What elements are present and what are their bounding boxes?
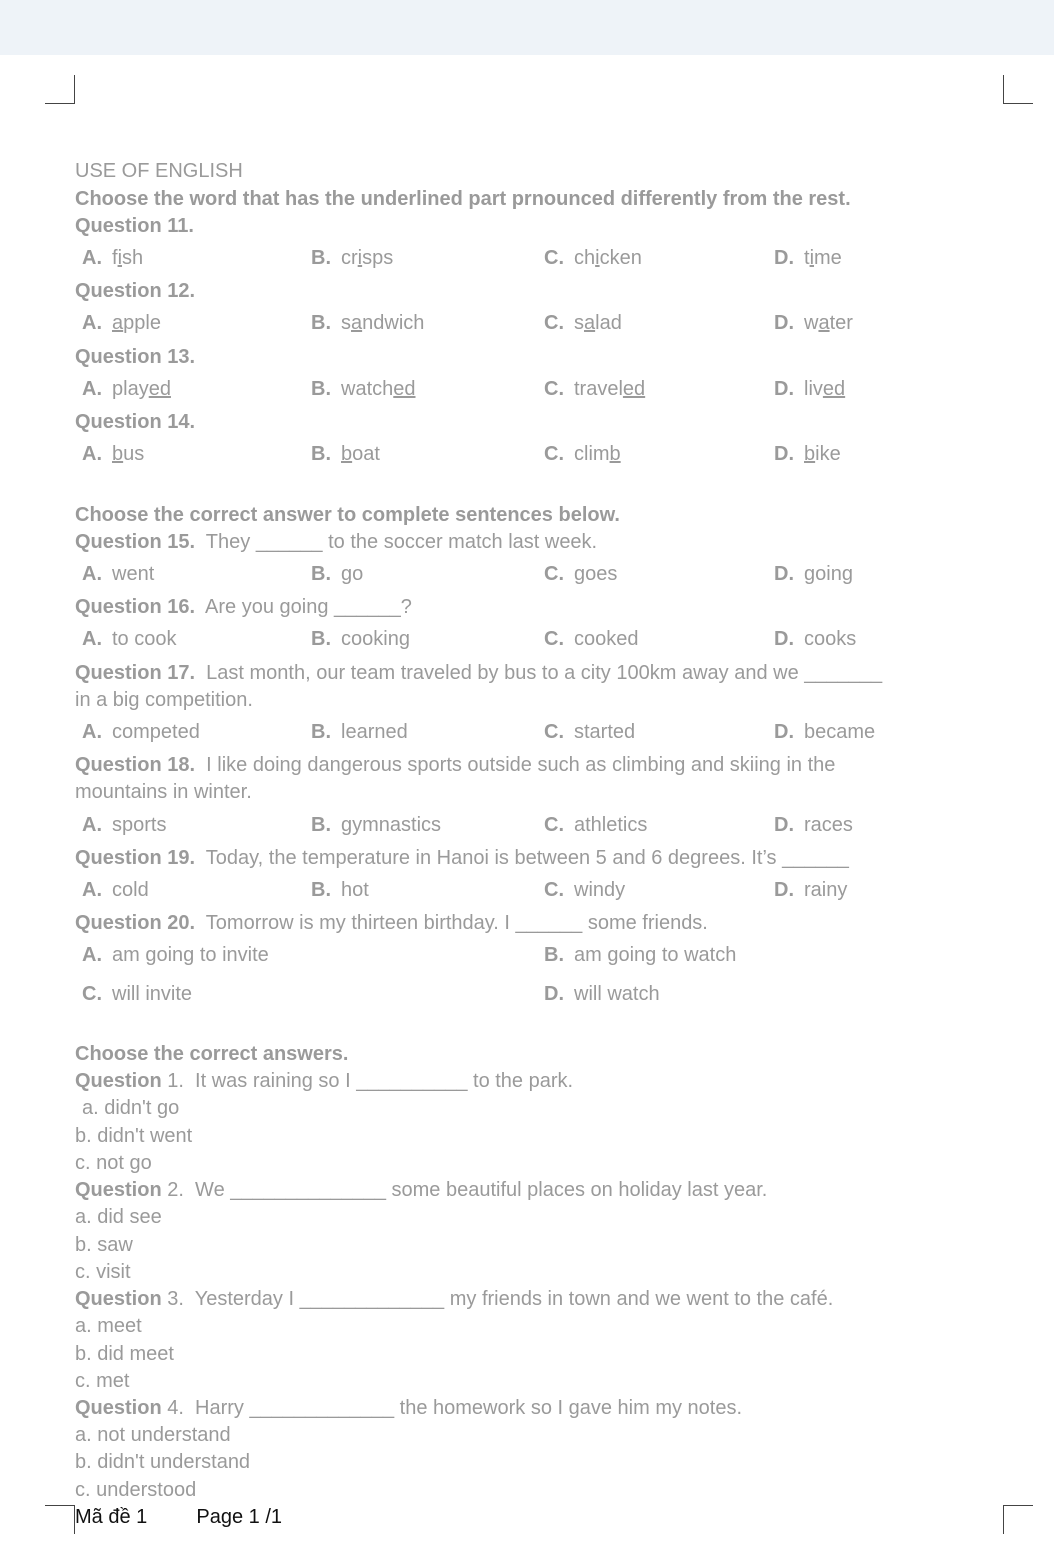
- option-b[interactable]: B. gymnastics: [311, 814, 442, 836]
- question-18: Question 18. I like doing dangerous sports outside such as climbing and skiing in the: [75, 754, 836, 776]
- question-17-continued: in a big competition.: [75, 689, 253, 711]
- crop-mark: [45, 103, 75, 104]
- question-label: Question 12.: [75, 280, 196, 302]
- crop-mark: [45, 1505, 75, 1506]
- part3-instruction: Choose the correct answers.: [75, 1043, 349, 1065]
- question-label: Question 14.: [75, 411, 196, 433]
- option-c[interactable]: C. salad: [544, 312, 622, 334]
- option-c[interactable]: C. windy: [544, 879, 626, 901]
- option-d[interactable]: D. became: [774, 721, 876, 743]
- option-b[interactable]: B. sandwich: [311, 312, 425, 334]
- answer-c[interactable]: c. visit: [75, 1261, 131, 1283]
- option-d[interactable]: D. will watch: [544, 983, 660, 1005]
- option-c[interactable]: C. cooked: [544, 628, 639, 650]
- crop-mark: [1003, 75, 1004, 104]
- answer-c[interactable]: c. understood: [75, 1479, 197, 1501]
- option-b[interactable]: B. learned: [311, 721, 408, 743]
- answer-a[interactable]: a. did see: [75, 1206, 162, 1228]
- question-1: Question 1. It was raining so I __________ to the park.: [75, 1070, 574, 1092]
- option-a[interactable]: A. played: [82, 378, 171, 400]
- crop-mark: [1003, 1505, 1004, 1534]
- option-b[interactable]: B. hot: [311, 879, 369, 901]
- option-d[interactable]: D. bike: [774, 443, 841, 465]
- question-2: Question 2. We ______________ some beautiful places on holiday last year.: [75, 1179, 768, 1201]
- option-a[interactable]: A. competed: [82, 721, 200, 743]
- question-label: Question 11.: [75, 215, 194, 237]
- option-a[interactable]: A. am going to invite: [82, 944, 269, 966]
- page-footer: [75, 1504, 282, 1530]
- option-c[interactable]: C. chicken: [544, 247, 642, 269]
- option-c[interactable]: C. goes: [544, 563, 618, 585]
- answer-b[interactable]: b. didn't went: [75, 1125, 193, 1147]
- option-a[interactable]: A. apple: [82, 312, 161, 334]
- option-d[interactable]: D. water: [774, 312, 853, 334]
- question-label: Question 13.: [75, 346, 196, 368]
- option-d[interactable]: D. time: [774, 247, 842, 269]
- crop-mark: [1003, 103, 1033, 104]
- question-20: Question 20. Tomorrow is my thirteen birthday. I ______ some friends.: [75, 912, 708, 934]
- crop-mark: [1003, 1505, 1033, 1506]
- answer-a[interactable]: a. not understand: [75, 1424, 231, 1446]
- question-17: Question 17. Last month, our team traveled by bus to a city 100km away and we _______: [75, 662, 883, 684]
- option-c[interactable]: C. started: [544, 721, 636, 743]
- option-c[interactable]: C. athletics: [544, 814, 648, 836]
- option-d[interactable]: D. races: [774, 814, 853, 836]
- part1-instruction: Choose the word that has the underlined part prnounced differently from the rest.: [75, 188, 851, 210]
- answer-b[interactable]: b. did meet: [75, 1343, 174, 1365]
- option-a[interactable]: A. to cook: [82, 628, 177, 650]
- option-b[interactable]: B. boat: [311, 443, 380, 465]
- option-c[interactable]: C. traveled: [544, 378, 646, 400]
- section-title: USE OF ENGLISH: [75, 160, 243, 182]
- option-a[interactable]: A. fish: [82, 247, 144, 269]
- option-d[interactable]: D. cooks: [774, 628, 857, 650]
- answer-b[interactable]: b. didn't understand: [75, 1451, 251, 1473]
- question-19: Question 19. Today, the temperature in Hanoi is between 5 and 6 degrees. It’s ______: [75, 847, 849, 869]
- page-number: Page 1 /1: [196, 1506, 283, 1528]
- question-4: Question 4. Harry _____________ the homework so I gave him my notes.: [75, 1397, 743, 1419]
- question-16: Question 16. Are you going ______?: [75, 596, 412, 618]
- option-c[interactable]: C. climb: [544, 443, 621, 465]
- answer-b[interactable]: b. saw: [75, 1234, 133, 1256]
- answer-a[interactable]: a. meet: [75, 1315, 142, 1337]
- option-d[interactable]: D. lived: [774, 378, 846, 400]
- answer-a[interactable]: a. didn't go: [82, 1097, 180, 1119]
- option-b[interactable]: B. am going to watch: [544, 944, 737, 966]
- option-b[interactable]: B. watched: [311, 378, 416, 400]
- option-c[interactable]: C. will invite: [82, 983, 193, 1005]
- option-b[interactable]: B. cooking: [311, 628, 410, 650]
- option-a[interactable]: A. sports: [82, 814, 167, 836]
- option-a[interactable]: A. went: [82, 563, 155, 585]
- exam-code: Mã đề 1: [75, 1506, 148, 1528]
- question-18-continued: mountains in winter.: [75, 781, 252, 803]
- answer-c[interactable]: c. met: [75, 1370, 130, 1392]
- crop-mark: [74, 75, 75, 104]
- question-3: Question 3. Yesterday I _____________ my friends in town and we went to the café.: [75, 1288, 834, 1310]
- option-b[interactable]: B. go: [311, 563, 364, 585]
- option-d[interactable]: D. going: [774, 563, 853, 585]
- option-d[interactable]: D. rainy: [774, 879, 848, 901]
- question-15: Question 15. They ______ to the soccer match last week.: [75, 531, 598, 553]
- option-a[interactable]: A. cold: [82, 879, 149, 901]
- answer-c[interactable]: c. not go: [75, 1152, 152, 1174]
- option-a[interactable]: A. bus: [82, 443, 145, 465]
- top-toolbar-strip: [0, 0, 1054, 55]
- part2-instruction: Choose the correct answer to complete sentences below.: [75, 504, 620, 526]
- option-b[interactable]: B. crisps: [311, 247, 394, 269]
